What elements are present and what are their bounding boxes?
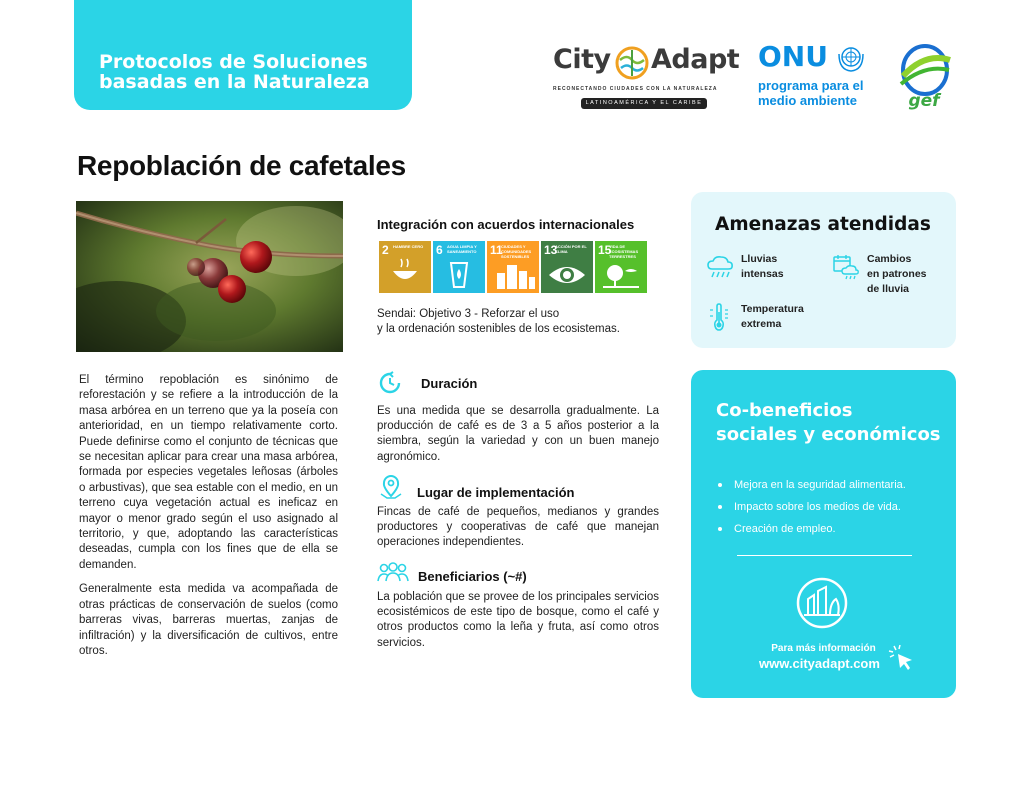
eye-globe-icon bbox=[541, 241, 593, 293]
sendai-line-1: Sendai: Objetivo 3 - Reforzar el uso bbox=[377, 308, 560, 320]
threat-rain-pattern-change bbox=[831, 252, 927, 297]
tree-bird-icon bbox=[595, 241, 647, 293]
cityadapt-logo bbox=[553, 42, 738, 112]
cobenefits-title-line-2: sociales y económicos bbox=[716, 424, 941, 445]
description-text bbox=[79, 373, 338, 668]
sdg-icons bbox=[379, 241, 647, 293]
cityadapt-tagline: RECONECTANDO CIUDADES CON LA NATURALEZA bbox=[553, 86, 718, 92]
description-paragraph-2: Generalmente esta medida va acompañada de otras prácticas de conservación de suelos (como barreras vivas, barreras muertas, zanjas de infiltración) y la diversificación de cultivos, entre otros. bbox=[79, 583, 338, 657]
sdg-6-label: AGUA LIMPIA Y SANEAMIENTO bbox=[447, 244, 477, 254]
duration-heading: Duración bbox=[421, 376, 478, 391]
onu-subtitle-line-2: medio ambiente bbox=[758, 93, 857, 108]
sdg-11-number: 11 bbox=[490, 243, 503, 257]
clock-icon bbox=[377, 370, 403, 396]
sdg-15-number: 15 bbox=[598, 243, 612, 257]
threat-heavy-rain-line-1: Lluvias bbox=[741, 253, 778, 265]
rain-cloud-icon bbox=[705, 252, 735, 282]
sdg-6-tile bbox=[433, 241, 485, 293]
sdg-15-tile bbox=[595, 241, 647, 293]
calendar-rain-icon bbox=[831, 252, 861, 282]
cityadapt-emblem-icon bbox=[794, 575, 850, 631]
gef-logo-word: gef bbox=[908, 91, 940, 110]
threat-temperature-line-1: Temperatura bbox=[741, 303, 804, 315]
sdg-6-number: 6 bbox=[436, 243, 443, 257]
threats-title: Amenazas atendidas bbox=[715, 214, 931, 235]
divider bbox=[737, 555, 912, 556]
cobenefits-title bbox=[716, 399, 946, 447]
page-title: Repoblación de cafetales bbox=[77, 150, 406, 181]
sendai-line-2: y la ordenación sostenibles de los ecosistemas. bbox=[377, 323, 620, 335]
beneficiaries-heading: Beneficiarios (~#) bbox=[418, 569, 527, 584]
coffee-branch-photo bbox=[76, 201, 343, 352]
gef-logo bbox=[895, 42, 953, 110]
sdg-13-label: ACCIÓN POR EL CLIMA bbox=[555, 244, 587, 254]
threat-rain-pattern-line-1: Cambios bbox=[867, 253, 912, 265]
sdg-2-label: HAMBRE CERO bbox=[393, 244, 424, 249]
beneficiaries-body: La población que se provee de los principales servicios ecosistémicos de este tipo de bosque, como el café y otros productos como la leña y fruta, así como otros servicios. bbox=[377, 591, 659, 649]
water-glass-icon bbox=[433, 241, 485, 293]
cobenefits-panel bbox=[691, 370, 956, 698]
threat-extreme-temperature bbox=[705, 302, 804, 332]
un-emblem-icon bbox=[836, 44, 866, 74]
onu-subtitle-line-1: programa para el bbox=[758, 78, 864, 93]
cobenefits-item: Creación de empleo. bbox=[716, 518, 948, 540]
sdg-15-label: VIDA DE ECOSISTEMAS TERRESTRES bbox=[609, 244, 639, 259]
location-heading: Lugar de implementación bbox=[417, 485, 575, 500]
threat-temperature-line-2: extrema bbox=[741, 318, 782, 330]
cityadapt-region: LATINOAMÉRICA Y EL CARIBE bbox=[581, 98, 707, 109]
cursor-click-icon bbox=[886, 642, 916, 672]
sdg-11-tile bbox=[487, 241, 539, 293]
agreements-title: Integración con acuerdos internacionales bbox=[377, 217, 635, 232]
sendai-text bbox=[377, 307, 657, 337]
banner-line-2: basadas en la Naturaleza bbox=[99, 71, 370, 93]
cobenefits-title-line-1: Co-beneficios bbox=[716, 400, 853, 421]
onu-logo-word: ONU bbox=[758, 40, 828, 73]
cityadapt-logo-adapt: Adapt bbox=[651, 44, 740, 75]
sdg-13-tile bbox=[541, 241, 593, 293]
header-banner bbox=[74, 0, 412, 110]
threat-rain-pattern-line-3: de lluvia bbox=[867, 283, 910, 295]
cobenefits-item: Impacto sobre los medios de vida. bbox=[716, 496, 948, 518]
people-group-icon bbox=[377, 561, 409, 585]
threat-heavy-rain bbox=[705, 252, 784, 282]
onu-subtitle bbox=[758, 78, 864, 108]
duration-body: Es una medida que se desarrolla gradualmente. La producción de café es de 3 a 5 años posterior a la siembra, según la variedad y con un buen manejo agronómico. bbox=[377, 405, 659, 463]
threats-panel bbox=[691, 192, 956, 348]
sdg-2-tile bbox=[379, 241, 431, 293]
onu-logo bbox=[758, 40, 873, 112]
sdg-2-number: 2 bbox=[382, 243, 389, 257]
threat-heavy-rain-line-2: intensas bbox=[741, 268, 784, 280]
cityadapt-logo-city: City bbox=[553, 44, 611, 75]
location-pin-icon bbox=[378, 474, 404, 500]
website-link[interactable]: www.cityadapt.com bbox=[759, 656, 880, 671]
globe-icon bbox=[615, 46, 649, 80]
cobenefits-list bbox=[716, 474, 948, 540]
sdg-13-number: 13 bbox=[544, 243, 558, 257]
cobenefits-item: Mejora en la seguridad alimentaria. bbox=[716, 474, 948, 496]
thermometer-icon bbox=[705, 302, 735, 332]
banner-line-1: Protocolos de Soluciones bbox=[99, 51, 368, 73]
bowl-icon bbox=[379, 241, 431, 293]
coffee-cherries-illustration bbox=[76, 201, 343, 352]
description-paragraph-1: El término repoblación es sinónimo de reforestación y se refiere a la introducción de la masa arbórea en un terreno que ya la poseía con anterioridad, en un tiempo relativamente corto. Puede definirse como el conjunto de técnicas que se necesitan aplicar para crear una masa arbórea, formada por especies vegetales leñosas (árboles o arbustivas), que sea estable con el medio, en un terreno cuya vegetación actual es ineficaz en mayor o menor grado según el uso asignado al territorio, y que, adoptando las características deseadas, cumpla con los fines que de ella se demanden. bbox=[79, 374, 338, 571]
sdg-11-label: CIUDADES Y COMUNIDADES SOSTENIBLES bbox=[501, 244, 532, 259]
threat-rain-pattern-line-2: en patrones bbox=[867, 268, 927, 280]
location-body: Fincas de café de pequeños, medianos y grandes productores y cooperativas de café que manejan operaciones independientes. bbox=[377, 506, 659, 549]
city-buildings-icon bbox=[487, 241, 539, 293]
more-info-label: Para más información bbox=[771, 643, 876, 654]
